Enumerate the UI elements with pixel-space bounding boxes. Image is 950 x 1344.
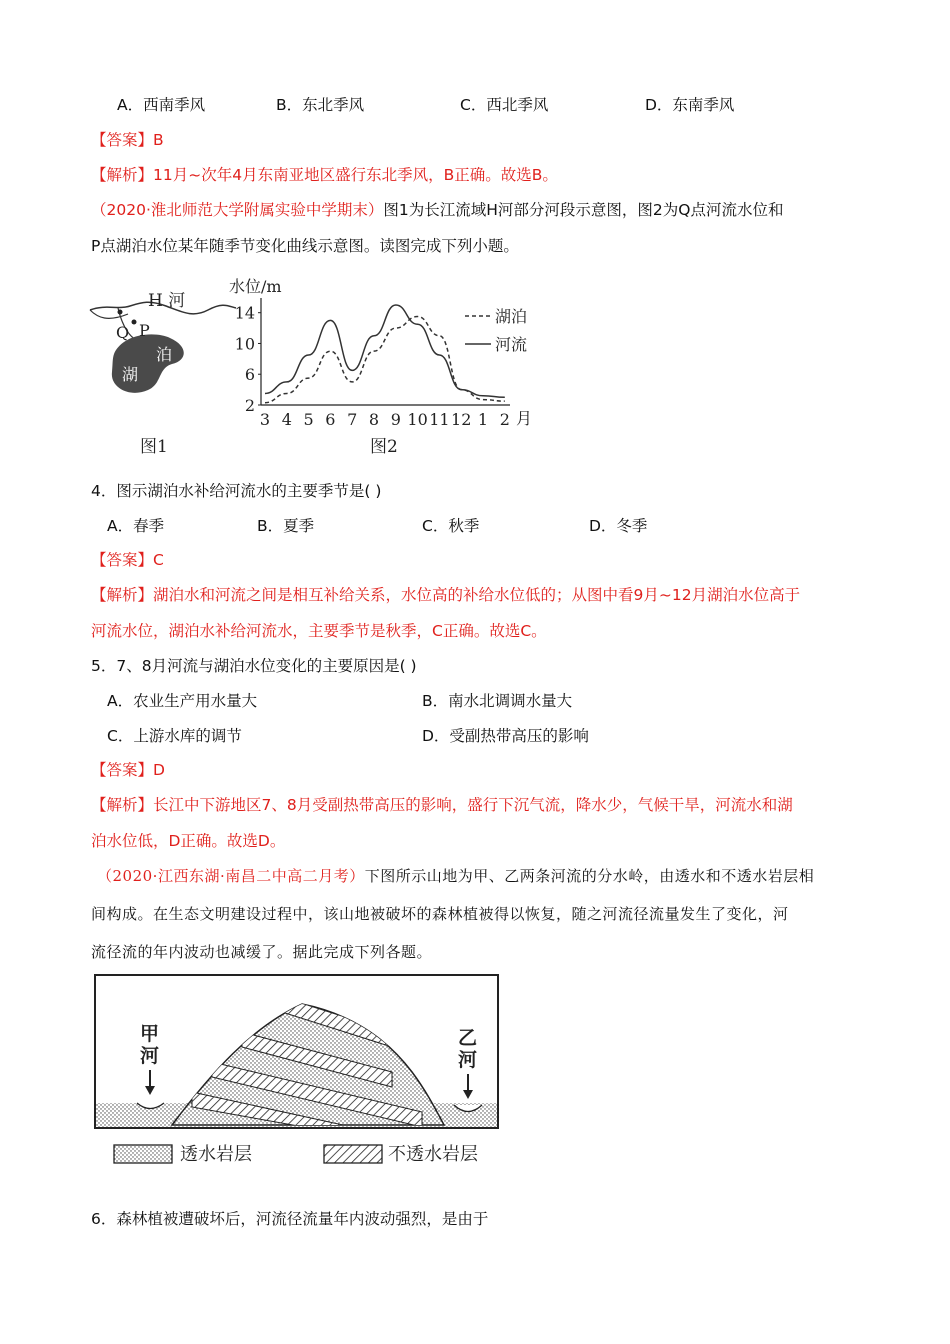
- y-tick-label: 6: [244, 365, 255, 385]
- option-b: B．东北季风: [276, 96, 365, 114]
- option-a: A．西南季风: [117, 96, 206, 114]
- legend-permeable-swatch: [114, 1145, 172, 1163]
- question-6-stem: 6．森林植被遭破坏后，河流径流量年内波动强烈，是由于: [91, 1210, 489, 1228]
- analysis-3: 【解析】11月~次年4月东南亚地区盛行东北季风，B正确。故选B。: [91, 166, 558, 184]
- x-tick-label: 4: [281, 410, 292, 429]
- x-tick-label: 11: [429, 410, 450, 429]
- source-tag: （2020·江西东湖·南昌二中高二月考）: [97, 867, 365, 885]
- river-b-label-1: 乙: [458, 1027, 478, 1049]
- option-a: A．农业生产用水量大: [107, 692, 258, 710]
- intro-1-line-2: P点湖泊水位某年随季节变化曲线示意图。读图完成下列小题。: [91, 237, 519, 255]
- chart-xunit: 月: [516, 409, 533, 428]
- analysis-4-line-1: 【解析】湖泊水和河流之间是相互补给关系，水位高的补给水位低的；从图中看9月~12月湖泊水位高于: [91, 586, 801, 604]
- point-p-marker: [132, 320, 137, 325]
- chart-ylabel: 水位/m: [229, 277, 282, 296]
- intro-1-text: 图1为长江流域H河部分河段示意图，图2为Q点河流水位和: [383, 201, 784, 219]
- question-4-stem: 4．图示湖泊水补给河流水的主要季节是( ): [91, 482, 382, 500]
- figure-2-caption: 图2: [370, 437, 398, 457]
- option-a: A．春季: [107, 517, 165, 535]
- point-q-marker: [118, 310, 123, 315]
- intro-2-line-2: 间构成。在生态文明建设过程中，该山地被破坏的森林植被得以恢复，随之河流径流量发生了变化，河: [91, 905, 789, 923]
- legend-impermeable-label: 不透水岩层: [388, 1144, 478, 1165]
- river-a-label-1: 甲: [140, 1023, 160, 1045]
- figure-2-water-level-chart: [225, 270, 555, 460]
- figure-1-river-map: [88, 280, 238, 460]
- figure-3-mountain-cross-section: [92, 972, 502, 1172]
- option-c: C．上游水库的调节: [107, 727, 242, 745]
- series-lake-line: [265, 317, 505, 403]
- option-d: D．冬季: [589, 517, 648, 535]
- y-tick-label: 14: [234, 303, 255, 323]
- option-b: B．南水北调调水量大: [422, 692, 573, 710]
- x-tick-label: 3: [259, 410, 271, 429]
- intro-1-line-1: [91, 198, 783, 220]
- lake-label-2: 泊: [156, 345, 173, 364]
- lake-shape: [112, 334, 184, 392]
- analysis-4-line-2: 河流水位，湖泊水补给河流水，主要季节是秋季，C正确。故选C。: [91, 622, 547, 640]
- lake-label-1: 湖: [122, 365, 139, 384]
- x-tick-label: 1: [477, 410, 489, 429]
- figure-1-caption: 图1: [140, 437, 168, 457]
- option-c: C．秋季: [422, 517, 480, 535]
- answer-5: 【答案】D: [91, 761, 165, 779]
- x-tick-label: 2: [499, 410, 510, 429]
- legend-lake-label: 湖泊: [495, 307, 528, 326]
- question-5-stem: 5．7、8月河流与湖泊水位变化的主要原因是( ): [91, 657, 417, 675]
- answer-3: 【答案】B: [91, 131, 164, 149]
- river-b-label-2: 河: [458, 1049, 478, 1071]
- intro-2-text: 下图所示山地为甲、乙两条河流的分水岭，由透水和不透水岩层相: [364, 867, 815, 885]
- option-d: D．东南季风: [645, 96, 735, 114]
- source-tag: （2020·淮北师范大学附属实验中学期末）: [91, 201, 384, 219]
- label-q: Q: [116, 323, 130, 342]
- legend-river-label: 河流: [495, 335, 528, 354]
- x-tick-label: 8: [368, 410, 380, 429]
- x-tick-label: 5: [303, 410, 314, 429]
- river-h-label: H 河: [148, 291, 186, 311]
- x-tick-label: 10: [407, 410, 428, 429]
- y-tick-label: 10: [234, 334, 255, 354]
- analysis-5-line-1: 【解析】长江中下游地区7、8月受副热带高压的影响，盛行下沉气流，降水少，气候干旱，河流水和湖: [91, 796, 793, 814]
- x-tick-label: 12: [451, 410, 472, 429]
- x-tick-label: 7: [347, 410, 358, 429]
- river-a-label-2: 河: [140, 1045, 160, 1067]
- x-tick-label: 6: [325, 410, 336, 429]
- label-p: P: [139, 321, 150, 340]
- intro-2-line-1: [97, 865, 814, 886]
- analysis-5-line-2: 泊水位低，D正确。故选D。: [91, 832, 286, 850]
- answer-4: 【答案】C: [91, 551, 164, 569]
- y-tick-label: 2: [244, 396, 255, 415]
- intro-2-line-3: 流径流的年内波动也减缓了。据此完成下列各题。: [91, 943, 433, 961]
- option-c: C．西北季风: [460, 96, 549, 114]
- x-tick-label: 9: [390, 410, 401, 429]
- option-d: D．受副热带高压的影响: [422, 727, 589, 745]
- option-b: B．夏季: [257, 517, 315, 535]
- legend-impermeable-swatch: [324, 1145, 382, 1163]
- series-river-line: [265, 305, 505, 397]
- legend-permeable-label: 透水岩层: [180, 1144, 252, 1165]
